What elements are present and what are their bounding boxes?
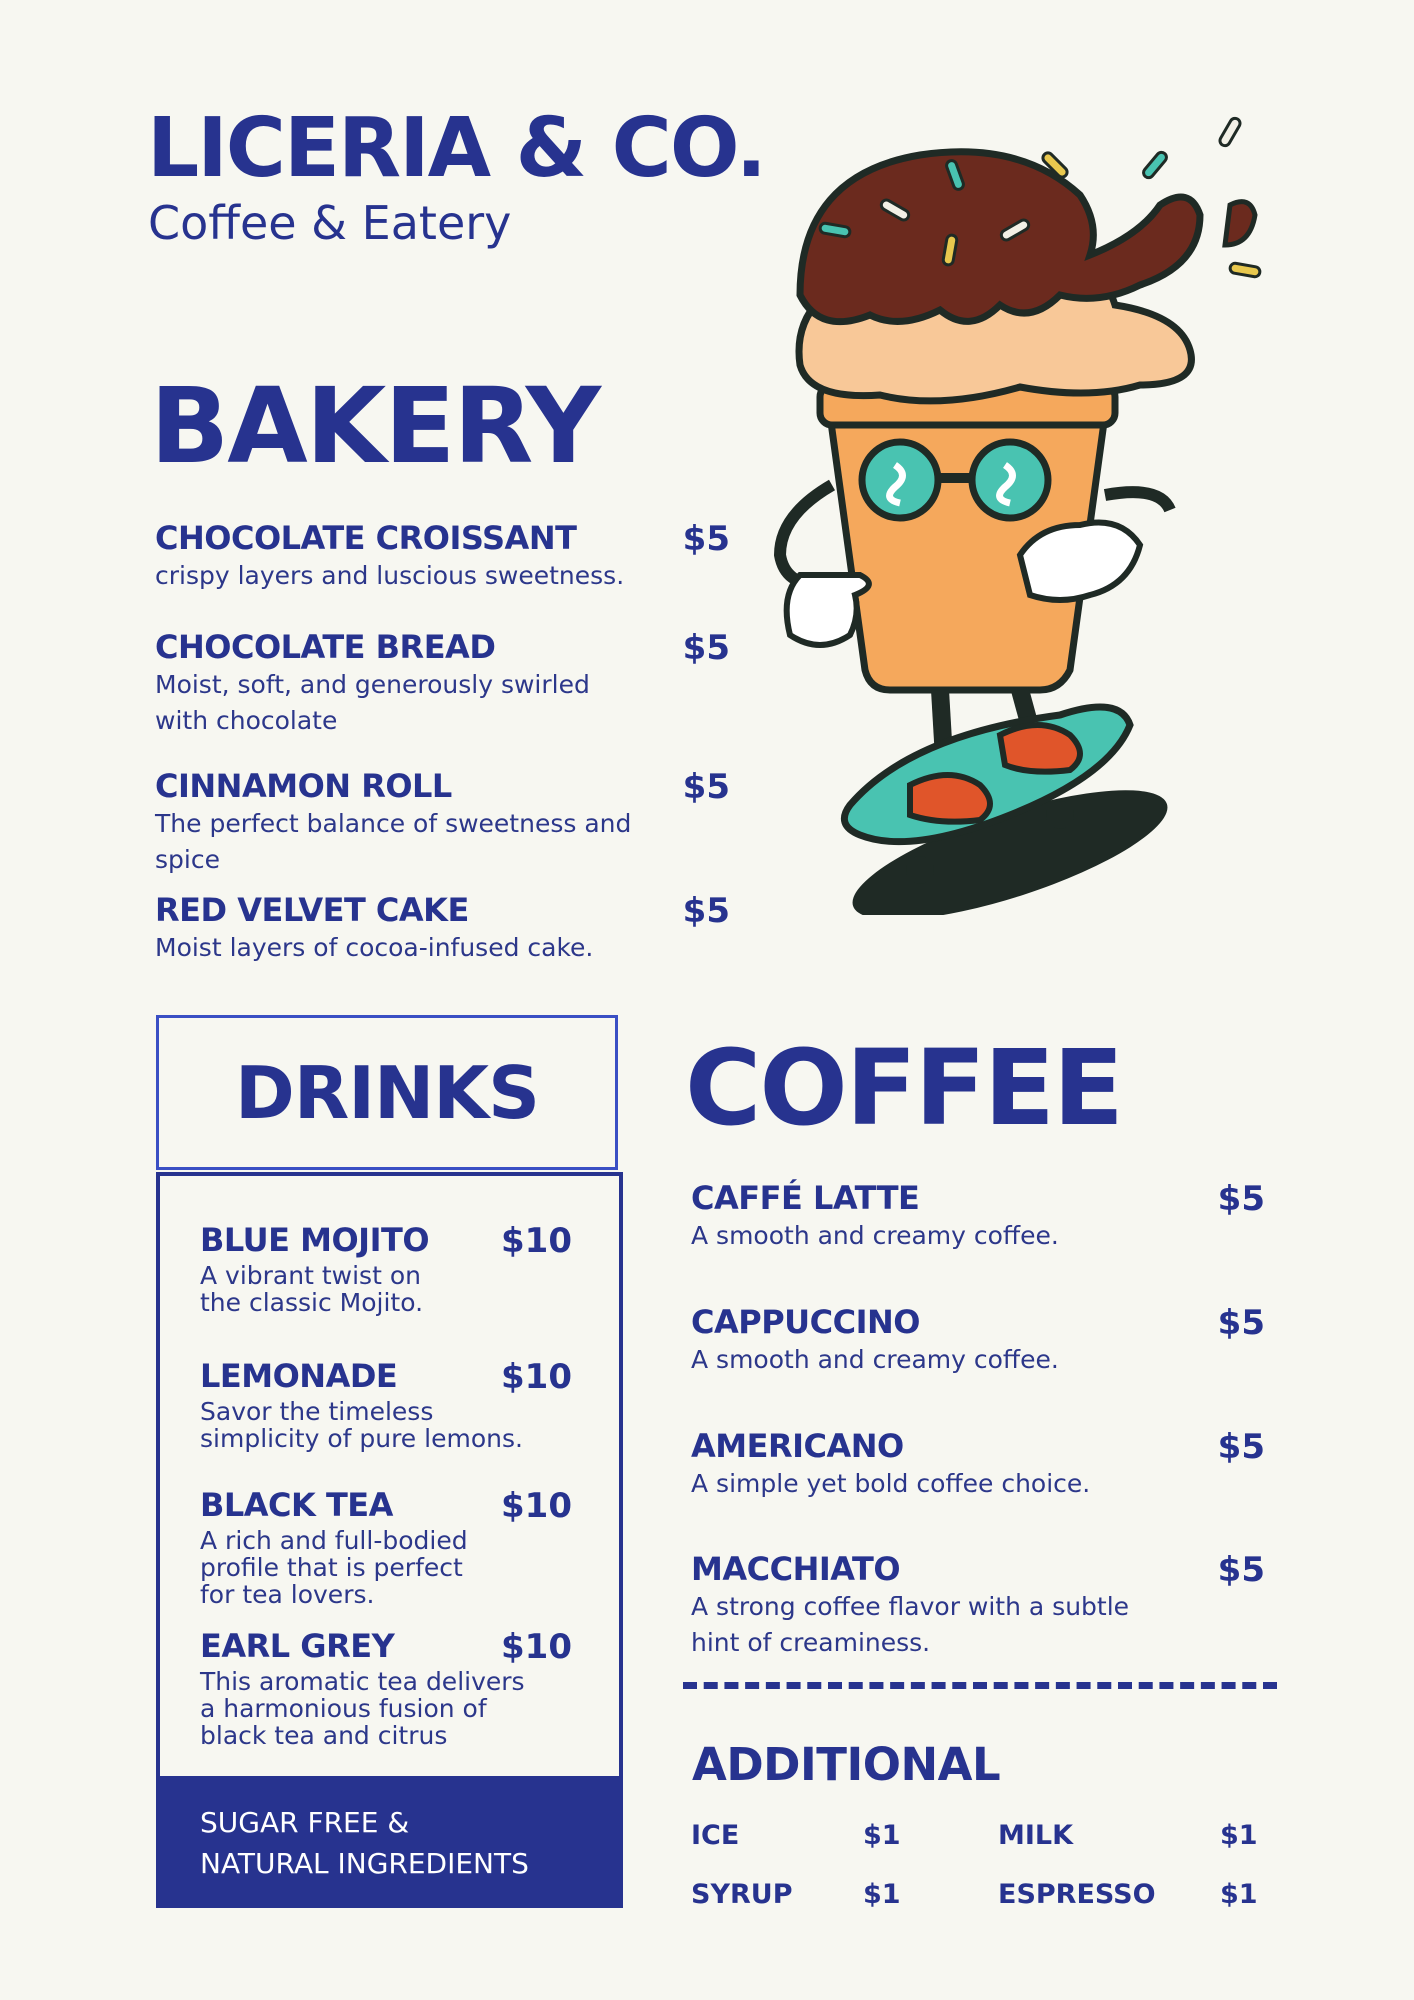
item-description: crispy layers and luscious sweetness. [155,561,625,590]
footer-line: NATURAL INGREDIENTS [200,1847,529,1880]
item-description: Moist, soft, and generously swirled [155,670,590,699]
item-price: $10 [501,1357,572,1397]
brand-tagline: Coffee & Eatery [148,196,512,250]
item-description: black tea and citrus [200,1721,448,1750]
drink-item [200,1357,572,1453]
item-price: $5 [682,767,730,807]
item-price: $5 [1217,1303,1265,1343]
item-price: $5 [1217,1179,1265,1219]
item-description: hint of creaminess. [691,1628,931,1657]
drink-item [200,1486,572,1609]
dashed-divider [683,1682,1277,1689]
bakery-item [155,767,730,878]
item-description: A strong coffee flavor with a subtle [691,1592,1130,1621]
item-name: CHOCOLATE BREAD [155,628,496,666]
bakery-item [155,628,730,739]
item-description: A smooth and creamy coffee. [691,1221,1059,1250]
drink-item [200,1627,572,1750]
item-price: $10 [501,1221,572,1261]
item-name: CAFFÉ LATTE [691,1179,920,1217]
item-description: A vibrant twist on [200,1261,421,1290]
item-name: BLACK TEA [200,1486,393,1524]
additional-title: ADDITIONAL [692,1738,1001,1791]
item-price: $5 [1217,1427,1265,1467]
item-price: $5 [1217,1550,1265,1590]
item-price: $5 [682,519,730,559]
item-name: EARL GREY [200,1627,395,1665]
drinks-footer-banner [156,1776,623,1908]
addon-name: MILK [998,1820,1074,1851]
addon-name: SYRUP [691,1879,793,1910]
brand-name: LICERIA & CO. [147,101,765,196]
item-description: spice [155,845,220,874]
bakery-item [155,891,730,966]
item-name: RED VELVET CAKE [155,891,469,929]
addon-price: $1 [863,1820,901,1851]
item-price: $10 [501,1627,572,1667]
addon-price: $1 [863,1879,901,1910]
coffee-item [691,1550,1265,1661]
addon-price: $1 [1220,1879,1258,1910]
footer-line: SUGAR FREE & [200,1806,410,1839]
coffee-title: COFFEE [685,1027,1122,1149]
item-description: simplicity of pure lemons. [200,1424,523,1453]
item-price: $10 [501,1486,572,1526]
addon-name: ICE [691,1820,740,1851]
item-description: with chocolate [155,706,338,735]
item-name: CAPPUCCINO [691,1303,920,1341]
drink-item [200,1221,572,1317]
coffee-mascot-illustration [760,115,1290,915]
item-name: CHOCOLATE CROISSANT [155,519,577,557]
item-price: $5 [682,891,730,931]
addon-name: ESPRESSO [998,1879,1156,1910]
item-name: LEMONADE [200,1357,398,1395]
coffee-item [691,1303,1265,1378]
item-description: a harmonious fusion of [200,1694,487,1723]
item-description: for tea lovers. [200,1580,375,1609]
item-description: Savor the timeless [200,1397,434,1426]
bakery-title: BAKERY [150,365,600,487]
item-description: the classic Mojito. [200,1288,424,1317]
coffee-item [691,1179,1265,1254]
coffee-item [691,1427,1265,1502]
drinks-title: DRINKS [156,1015,618,1170]
item-name: MACCHIATO [691,1550,901,1588]
item-description: Moist layers of cocoa-infused cake. [155,933,594,962]
addon-price: $1 [1220,1820,1258,1851]
item-description: The perfect balance of sweetness and [155,809,632,838]
item-price: $5 [682,628,730,668]
item-description: This aromatic tea delivers [200,1667,525,1696]
bakery-item [155,519,730,594]
item-description: profile that is perfect [200,1553,463,1582]
item-description: A smooth and creamy coffee. [691,1345,1059,1374]
item-name: BLUE MOJITO [200,1221,430,1259]
item-description: A simple yet bold coffee choice. [691,1469,1091,1498]
item-name: CINNAMON ROLL [155,767,452,805]
item-description: A rich and full-bodied [200,1526,468,1555]
item-name: AMERICANO [691,1427,904,1465]
